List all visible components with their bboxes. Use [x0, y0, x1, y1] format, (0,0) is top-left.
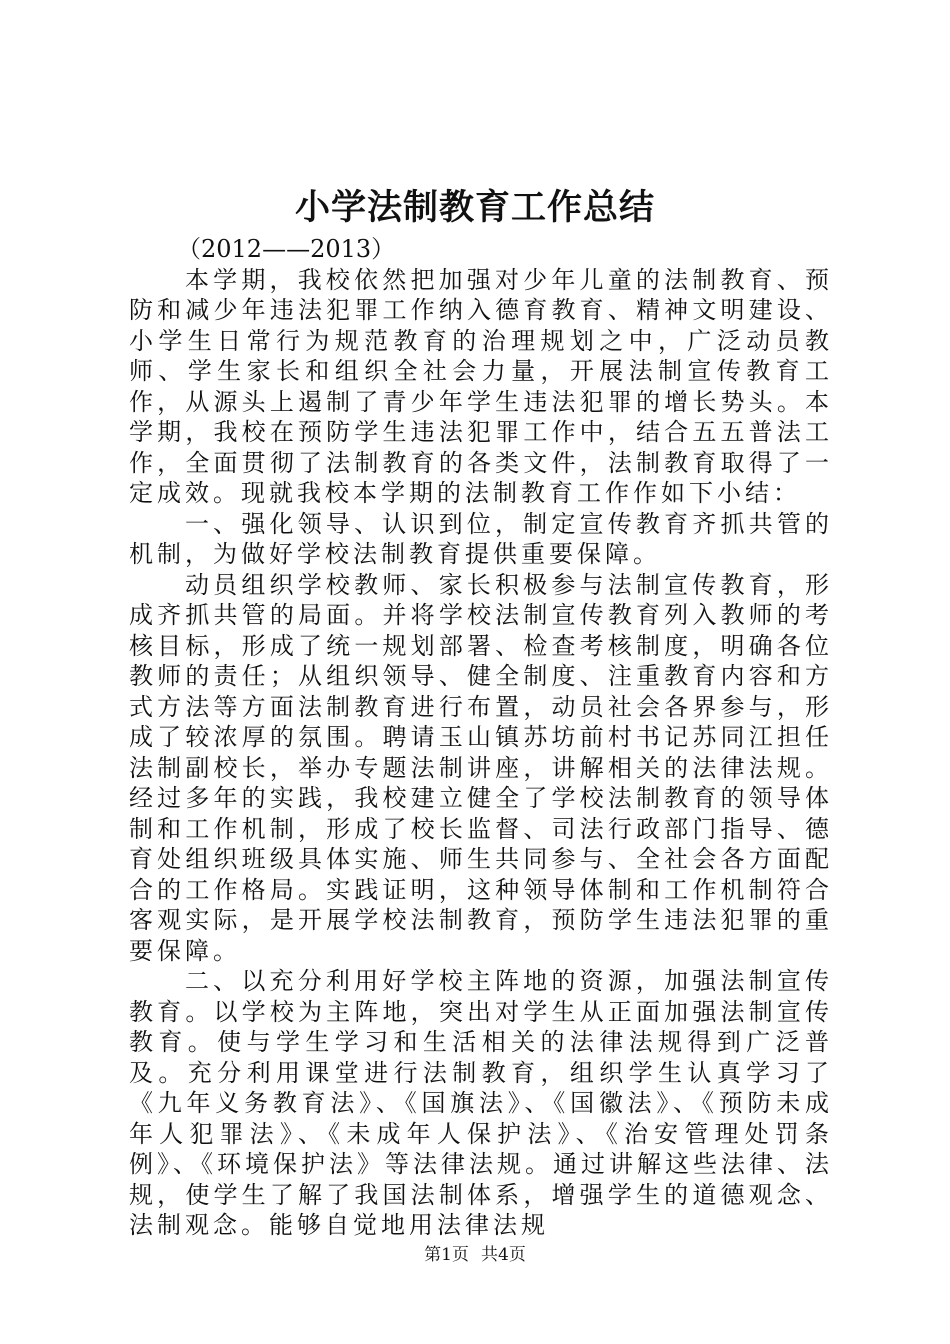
document-body: [129, 234, 833, 1241]
page-total: 共4页: [481, 1245, 526, 1265]
paragraph-section-one-heading: 一、强化领导、认识到位，制定宣传教育齐抓共管的机制，为做好学校法制教育提供重要保障。: [129, 509, 833, 568]
paragraph-section-two: 二、以充分利用好学校主阵地的资源，加强法制宣传教育。以学校为主阵地，突出对学生从正面加强法制宣传教育。使与学生学习和生活相关的法律法规得到广泛普及。充分利用课堂进行法制教育，组织学生认真学习了《九年义务教育法》、《国旗法》、《国徽法》、《预防未成年人犯罪法》、《未成年人保护法》、《治安管理处罚条例》、《环境保护法》等法律法规。通过讲解这些法律、法规，使学生了解了我国法制体系，增强学生的道德观念、法制观念。能够自觉地用法律法规: [129, 967, 833, 1239]
year-range: （2012——2013）: [177, 235, 396, 263]
document-title: 小学法制教育工作总结: [294, 187, 655, 228]
page-footer: [0, 1243, 950, 1267]
paragraph-intro: 本学期，我校依然把加强对少年儿童的法制教育、预防和减少年违法犯罪工作纳入德育教育、精神文明建设、小学生日常行为规范教育的治理规划之中，广泛动员教师、学生家长和组织全社会力量，开展法制宣传教育工作，从源头上遏制了青少年学生违法犯罪的增长势头。本学期，我校在预防学生违法犯罪工作中，结合五五普法工作，全面贯彻了法制教育的各类文件，法制教育取得了一定成效。现就我校本学期的法制教育工作作如下小结：: [129, 265, 833, 507]
paragraph-section-one-body: 动员组织学校教师、家长积极参与法制宣传教育，形成齐抓共管的局面。并将学校法制宣传教育列入教师的考核目标，形成了统一规划部署、检查考核制度，明确各位教师的责任；从组织领导、健全制度、注重教育内容和方式方法等方面法制教育进行布置，动员社会各界参与，形成了较浓厚的氛围。聘请玉山镇苏坊前村书记苏同江担任法制副校长，举办专题法制讲座，讲解相关的法律法规。经过多年的实践，我校建立健全了学校法制教育的领导体制和工作机制，形成了校长监督、司法行政部门指导、德育处组织班级具体实施、师生共同参与、全社会各方面配合的工作格局。实践证明，这种领导体制和工作机制符合客观实际，是开展学校法制教育，预防学生违法犯罪的重要保障。: [129, 570, 833, 965]
page-number: 第1页: [424, 1245, 469, 1265]
